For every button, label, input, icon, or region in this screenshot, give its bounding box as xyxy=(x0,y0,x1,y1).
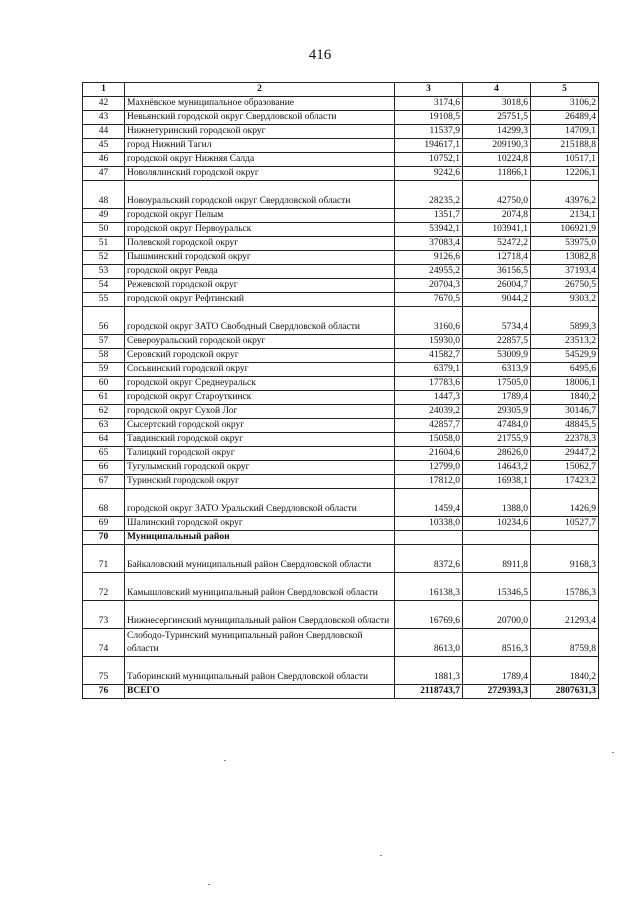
value-col-5: 29447,2 xyxy=(531,447,599,461)
scan-speck xyxy=(208,884,210,885)
value-col-5: 106921,9 xyxy=(531,223,599,237)
row-number: 56 xyxy=(83,307,125,335)
table-row xyxy=(83,125,599,139)
value-col-5: 54529,9 xyxy=(531,349,599,363)
value-col-3: 16138,3 xyxy=(395,573,463,601)
municipality-name: городской округ ЗАТО Уральский Свердловской области xyxy=(125,489,395,517)
value-col-3: 53942,1 xyxy=(395,223,463,237)
municipality-name: городской округ Ревда xyxy=(125,265,395,279)
table-row xyxy=(83,517,599,531)
value-col-4: 36156,5 xyxy=(463,265,531,279)
table-row xyxy=(83,461,599,475)
table-row xyxy=(83,293,599,307)
value-col-3: 16769,6 xyxy=(395,601,463,629)
value-col-4: 1789,4 xyxy=(463,391,531,405)
value-col-3: 3160,6 xyxy=(395,307,463,335)
value-col-5: 5899,3 xyxy=(531,307,599,335)
value-col-3: 11537,9 xyxy=(395,125,463,139)
scan-speck xyxy=(612,752,614,753)
table-row xyxy=(83,307,599,335)
table-row xyxy=(83,363,599,377)
value-col-4: 21755,9 xyxy=(463,433,531,447)
row-number: 61 xyxy=(83,391,125,405)
row-number: 66 xyxy=(83,461,125,475)
value-col-3: 7670,5 xyxy=(395,293,463,307)
municipality-name: Серовский городской округ xyxy=(125,349,395,363)
value-col-3: 194617,1 xyxy=(395,139,463,153)
row-number: 75 xyxy=(83,657,125,685)
row-number: 62 xyxy=(83,405,125,419)
municipality-name: Режевской городской округ xyxy=(125,279,395,293)
row-number: 54 xyxy=(83,279,125,293)
municipality-name: Камышловский муниципальный район Свердловской области xyxy=(125,573,395,601)
value-col-4: 25751,5 xyxy=(463,111,531,125)
municipality-name: городской округ Первоуральск xyxy=(125,223,395,237)
table-row xyxy=(83,545,599,573)
value-col-4: 28626,0 xyxy=(463,447,531,461)
table-row xyxy=(83,181,599,209)
value-col-4: 29305,9 xyxy=(463,405,531,419)
value-col-4: 8516,3 xyxy=(463,629,531,657)
municipality-name: городской округ Сухой Лог xyxy=(125,405,395,419)
value-col-5: 23513,2 xyxy=(531,335,599,349)
value-col-4: 14299,3 xyxy=(463,125,531,139)
row-number: 76 xyxy=(83,685,125,699)
value-col-5: 22378,3 xyxy=(531,433,599,447)
value-col-5 xyxy=(531,531,599,545)
municipality-name: городской округ Рефтинский xyxy=(125,293,395,307)
value-col-4: 47484,0 xyxy=(463,419,531,433)
municipality-name: Сосьвинский городской округ xyxy=(125,363,395,377)
value-col-3: 1459,4 xyxy=(395,489,463,517)
municipality-name: городской округ Среднеуральск xyxy=(125,377,395,391)
table-row xyxy=(83,237,599,251)
municipality-name: Нижнесергинский муниципальный район Свердловской области xyxy=(125,601,395,629)
value-col-5: 53975,0 xyxy=(531,237,599,251)
municipality-name: Тугулымский городской округ xyxy=(125,461,395,475)
value-col-5: 26489,4 xyxy=(531,111,599,125)
header-col-5: 5 xyxy=(531,83,599,97)
row-number: 55 xyxy=(83,293,125,307)
table-header-row xyxy=(83,83,599,97)
municipality-name: Туринский городской округ xyxy=(125,475,395,489)
value-col-5: 48845,5 xyxy=(531,419,599,433)
value-col-4 xyxy=(463,531,531,545)
value-col-3: 42857,7 xyxy=(395,419,463,433)
value-col-3: 21604,6 xyxy=(395,447,463,461)
value-col-5: 6495,6 xyxy=(531,363,599,377)
value-col-5: 9168,3 xyxy=(531,545,599,573)
row-number: 72 xyxy=(83,573,125,601)
row-number: 70 xyxy=(83,531,125,545)
municipality-name: Нижнетуринский городской округ xyxy=(125,125,395,139)
value-col-3: 1447,3 xyxy=(395,391,463,405)
row-number: 48 xyxy=(83,181,125,209)
header-col-1: 1 xyxy=(83,83,125,97)
table-row xyxy=(83,377,599,391)
value-col-4: 42750,0 xyxy=(463,181,531,209)
value-col-4: 10234,6 xyxy=(463,517,531,531)
value-col-3: 28235,2 xyxy=(395,181,463,209)
value-col-4: 8911,8 xyxy=(463,545,531,573)
municipality-name: Новолялинский городской округ xyxy=(125,167,395,181)
row-number: 42 xyxy=(83,97,125,111)
row-number: 58 xyxy=(83,349,125,363)
municipality-name: Таборинский муниципальный район Свердловской области xyxy=(125,657,395,685)
row-number: 64 xyxy=(83,433,125,447)
municipality-name: Талицкий городской округ xyxy=(125,447,395,461)
table-row xyxy=(83,475,599,489)
row-number: 59 xyxy=(83,363,125,377)
table-row xyxy=(83,111,599,125)
municipality-name: городской округ Пелым xyxy=(125,209,395,223)
value-col-4: 22857,5 xyxy=(463,335,531,349)
value-col-3: 12799,0 xyxy=(395,461,463,475)
municipality-name: Слободо-Туринский муниципальный район Свердловской области xyxy=(125,629,395,657)
table-row xyxy=(83,223,599,237)
value-col-3: 24039,2 xyxy=(395,405,463,419)
table-row xyxy=(83,433,599,447)
value-col-5: 10517,1 xyxy=(531,153,599,167)
value-col-3: 24955,2 xyxy=(395,265,463,279)
value-col-4: 11866,1 xyxy=(463,167,531,181)
municipality-name: Муниципальный район xyxy=(125,531,395,545)
table-row xyxy=(83,601,599,629)
value-col-4: 6313,9 xyxy=(463,363,531,377)
row-number: 43 xyxy=(83,111,125,125)
municipality-name: Пышминский городской округ xyxy=(125,251,395,265)
value-col-4: 14643,2 xyxy=(463,461,531,475)
value-col-3: 9242,6 xyxy=(395,167,463,181)
municipality-name: Североуральский городской округ xyxy=(125,335,395,349)
value-col-5: 9303,2 xyxy=(531,293,599,307)
table-row xyxy=(83,685,599,699)
municipality-name: Сысертский городской округ xyxy=(125,419,395,433)
value-col-5: 2134,1 xyxy=(531,209,599,223)
value-col-3: 10752,1 xyxy=(395,153,463,167)
row-number: 63 xyxy=(83,419,125,433)
value-col-3: 10338,0 xyxy=(395,517,463,531)
municipality-name: городской округ Нижняя Салда xyxy=(125,153,395,167)
table-row xyxy=(83,531,599,545)
value-col-5: 21293,4 xyxy=(531,601,599,629)
row-number: 52 xyxy=(83,251,125,265)
row-number: 60 xyxy=(83,377,125,391)
scan-speck xyxy=(224,760,226,761)
row-number: 73 xyxy=(83,601,125,629)
value-col-4: 53009,9 xyxy=(463,349,531,363)
value-col-3: 1881,3 xyxy=(395,657,463,685)
value-col-3: 8613,0 xyxy=(395,629,463,657)
value-col-5: 215188,8 xyxy=(531,139,599,153)
value-col-3: 37083,4 xyxy=(395,237,463,251)
value-col-3: 17783,6 xyxy=(395,377,463,391)
row-number: 69 xyxy=(83,517,125,531)
value-col-3: 20704,3 xyxy=(395,279,463,293)
table-row xyxy=(83,251,599,265)
value-col-5: 10527,7 xyxy=(531,517,599,531)
value-col-5: 37193,4 xyxy=(531,265,599,279)
row-number: 53 xyxy=(83,265,125,279)
municipality-name: ВСЕГО xyxy=(125,685,395,699)
value-col-4: 10224,8 xyxy=(463,153,531,167)
value-col-3 xyxy=(395,531,463,545)
value-col-4: 1388,0 xyxy=(463,489,531,517)
municipality-name: городской округ Староуткинск xyxy=(125,391,395,405)
value-col-5: 13082,8 xyxy=(531,251,599,265)
value-col-5: 1840,2 xyxy=(531,391,599,405)
value-col-4: 16938,1 xyxy=(463,475,531,489)
value-col-5: 30146,7 xyxy=(531,405,599,419)
table-row xyxy=(83,279,599,293)
table-row xyxy=(83,629,599,657)
municipality-name: Шалинский городской округ xyxy=(125,517,395,531)
scan-speck xyxy=(380,855,382,856)
value-col-3: 6379,1 xyxy=(395,363,463,377)
value-col-5: 43976,2 xyxy=(531,181,599,209)
value-col-5: 2807631,3 xyxy=(531,685,599,699)
value-col-5: 17423,2 xyxy=(531,475,599,489)
row-number: 65 xyxy=(83,447,125,461)
value-col-4: 12718,4 xyxy=(463,251,531,265)
value-col-3: 41582,7 xyxy=(395,349,463,363)
row-number: 68 xyxy=(83,489,125,517)
value-col-4: 209190,3 xyxy=(463,139,531,153)
value-col-5: 14709,1 xyxy=(531,125,599,139)
table-row xyxy=(83,139,599,153)
row-number: 50 xyxy=(83,223,125,237)
table-row xyxy=(83,419,599,433)
municipality-name: городской округ ЗАТО Свободный Свердловской области xyxy=(125,307,395,335)
value-col-4: 103941,1 xyxy=(463,223,531,237)
value-col-3: 2118743,7 xyxy=(395,685,463,699)
value-col-3: 17812,0 xyxy=(395,475,463,489)
budget-table xyxy=(82,82,599,699)
row-number: 74 xyxy=(83,629,125,657)
table-row xyxy=(83,657,599,685)
value-col-4: 3018,6 xyxy=(463,97,531,111)
table-row xyxy=(83,573,599,601)
value-col-4: 2074,8 xyxy=(463,209,531,223)
value-col-3: 8372,6 xyxy=(395,545,463,573)
value-col-5: 15062,7 xyxy=(531,461,599,475)
municipality-name: Махнёвское муниципальное образование xyxy=(125,97,395,111)
page-number: 416 xyxy=(308,47,332,63)
value-col-5: 12206,1 xyxy=(531,167,599,181)
row-number: 49 xyxy=(83,209,125,223)
value-col-4: 15346,5 xyxy=(463,573,531,601)
value-col-3: 19108,5 xyxy=(395,111,463,125)
table-row xyxy=(83,153,599,167)
value-col-3: 9126,6 xyxy=(395,251,463,265)
row-number: 67 xyxy=(83,475,125,489)
value-col-3: 15930,0 xyxy=(395,335,463,349)
value-col-5: 15786,3 xyxy=(531,573,599,601)
value-col-4: 52472,2 xyxy=(463,237,531,251)
header-col-2: 2 xyxy=(125,83,395,97)
header-col-4: 4 xyxy=(463,83,531,97)
value-col-4: 2729393,3 xyxy=(463,685,531,699)
row-number: 44 xyxy=(83,125,125,139)
municipality-name: Тавдинский городской округ xyxy=(125,433,395,447)
value-col-5: 26750,5 xyxy=(531,279,599,293)
value-col-5: 8759,8 xyxy=(531,629,599,657)
table-row xyxy=(83,349,599,363)
municipality-name: город Нижний Тагил xyxy=(125,139,395,153)
value-col-5: 1426,9 xyxy=(531,489,599,517)
municipality-name: Байкаловский муниципальный район Свердловской области xyxy=(125,545,395,573)
municipality-name: Полевской городской округ xyxy=(125,237,395,251)
table-row xyxy=(83,335,599,349)
value-col-4: 1789,4 xyxy=(463,657,531,685)
table-row xyxy=(83,489,599,517)
table-row xyxy=(83,391,599,405)
value-col-4: 26004,7 xyxy=(463,279,531,293)
value-col-5: 1840,2 xyxy=(531,657,599,685)
row-number: 46 xyxy=(83,153,125,167)
value-col-3: 1351,7 xyxy=(395,209,463,223)
header-col-3: 3 xyxy=(395,83,463,97)
table-row xyxy=(83,405,599,419)
row-number: 51 xyxy=(83,237,125,251)
value-col-4: 20700,0 xyxy=(463,601,531,629)
table-row xyxy=(83,447,599,461)
value-col-5: 18006,1 xyxy=(531,377,599,391)
municipality-name: Новоуральский городской округ Свердловской области xyxy=(125,181,395,209)
value-col-5: 3106,2 xyxy=(531,97,599,111)
value-col-4: 5734,4 xyxy=(463,307,531,335)
value-col-3: 15058,0 xyxy=(395,433,463,447)
row-number: 57 xyxy=(83,335,125,349)
table-row xyxy=(83,209,599,223)
row-number: 47 xyxy=(83,167,125,181)
value-col-4: 17505,0 xyxy=(463,377,531,391)
municipality-name: Невьянский городской округ Свердловской области xyxy=(125,111,395,125)
table-row xyxy=(83,167,599,181)
value-col-3: 3174,6 xyxy=(395,97,463,111)
table-row xyxy=(83,265,599,279)
table-body xyxy=(83,97,599,699)
row-number: 45 xyxy=(83,139,125,153)
row-number: 71 xyxy=(83,545,125,573)
value-col-4: 9044,2 xyxy=(463,293,531,307)
table-row xyxy=(83,97,599,111)
